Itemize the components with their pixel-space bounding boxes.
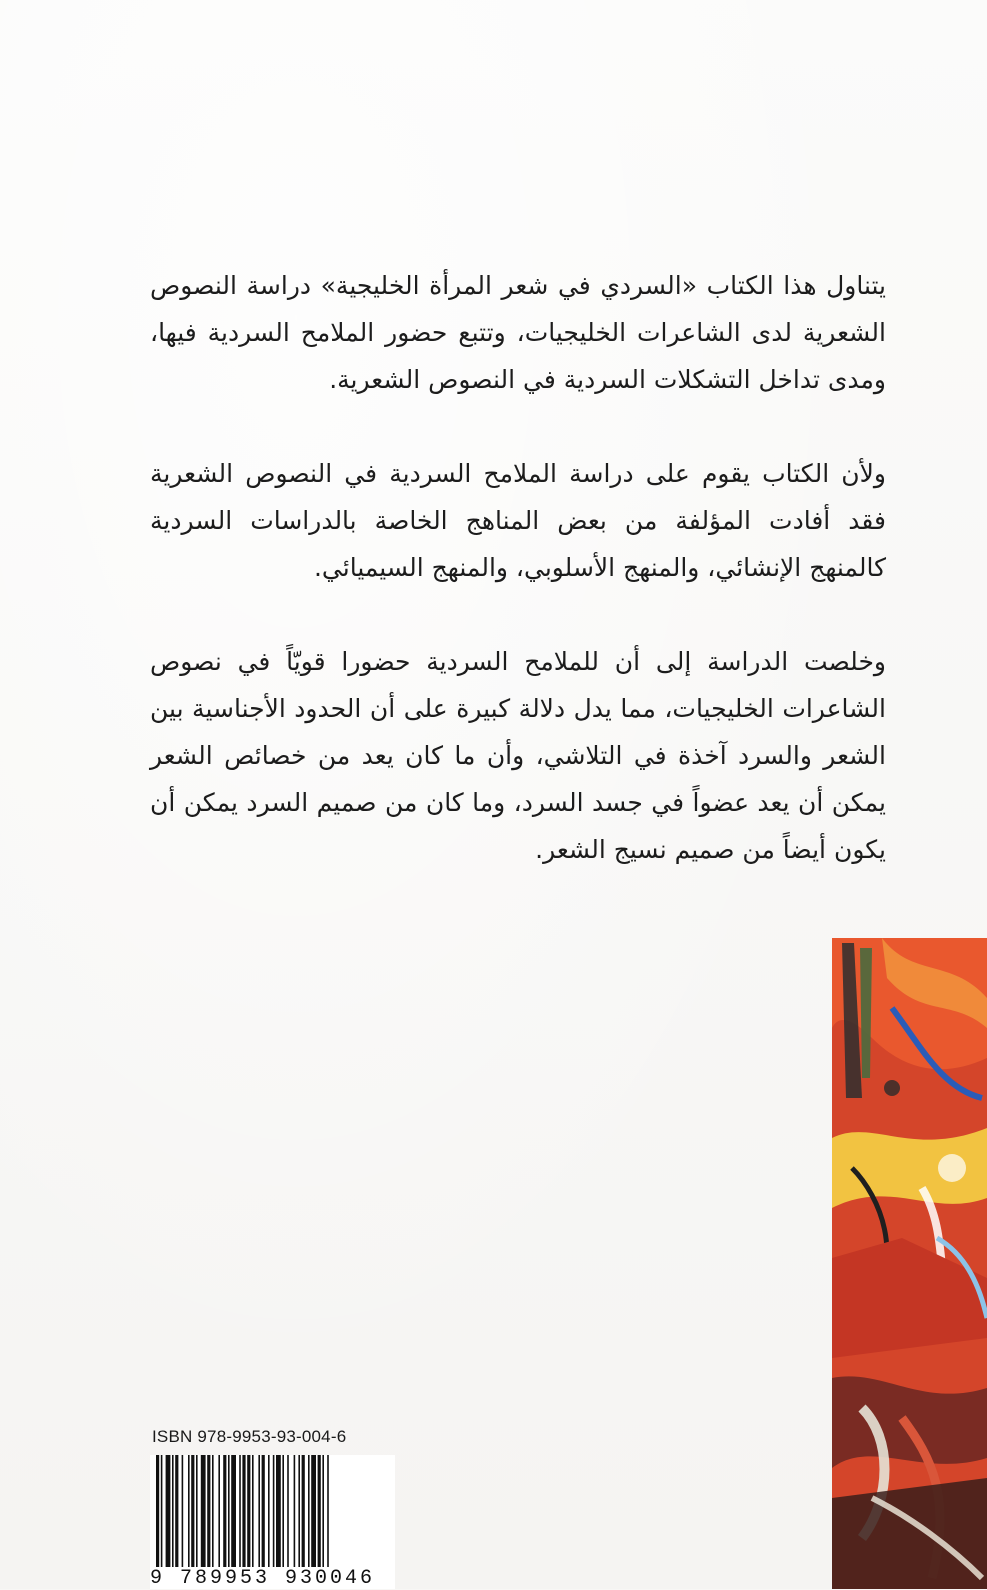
barcode-bar (268, 1455, 270, 1567)
barcode-bar (161, 1455, 163, 1567)
barcode-bar (166, 1455, 171, 1567)
barcode-bar (262, 1455, 265, 1567)
abstract-painting-image (832, 938, 987, 1589)
barcode-bar (242, 1455, 245, 1567)
barcode-bar (201, 1455, 206, 1567)
blurb-text (150, 262, 886, 920)
barcode-bar (207, 1455, 210, 1567)
barcode-bar (223, 1455, 226, 1567)
barcode-bar (258, 1455, 260, 1567)
barcode-bar (182, 1455, 184, 1567)
barcode-bar (252, 1455, 254, 1567)
barcode-bar (239, 1455, 241, 1567)
barcode-bar (212, 1455, 214, 1567)
cover-painting-strip (832, 938, 987, 1589)
barcode-bar (318, 1455, 321, 1567)
blurb-paragraph-3: وخلصت الدراسة إلى أن للملامح السردية حضورا قويّاً في نصوص الشاعرات الخليجيات، مما يدل دلالة كبيرة على أن الحدود الأجناسية بين الشعر والسرد آخذة في التلاشي، وأن ما كان يعد من خصائص الشعر يمكن أن يعد عضواً في جسد السرد، وما كان من صميم السرد يمكن أن يكون أيضاً من صميم نسيج الشعر. (150, 647, 886, 864)
barcode-bar (294, 1455, 296, 1567)
barcode-bar (322, 1455, 324, 1567)
isbn-number: ISBN 978-9953-93-004-6 (152, 1427, 347, 1446)
barcode-bar (191, 1455, 194, 1567)
barcode-bar (287, 1455, 289, 1567)
barcode-bar (327, 1455, 329, 1567)
blurb-paragraph-1: يتناول هذا الكتاب «السردي في شعر المرأة الخليجية» دراسة النصوص الشعرية لدى الشاعرات الخليجيات، وتتبع حضور الملامح السردية فيها، ومدى تداخل التشكلات السردية في النصوص الشعرية. (150, 271, 886, 394)
barcode-bar (156, 1455, 159, 1567)
barcode-bar (196, 1455, 198, 1567)
barcode-bar (298, 1455, 300, 1567)
barcode-digits: 9 789953 930046 (150, 1567, 376, 1590)
barcode-bar (247, 1455, 250, 1567)
barcode-bar (175, 1455, 178, 1567)
blurb-paragraph-2: ولأن الكتاب يقوم على دراسة الملامح السردية في النصوص الشعرية فقد أفادت المؤلفة من بعض المناهج الخاصة بالدراسات السردية كالمنهج الإنشائي، والمنهج الأسلوبي، والمنهج السيميائي. (150, 459, 886, 582)
barcode-bar (308, 1455, 310, 1567)
barcode-bar (282, 1455, 284, 1567)
barcode-bar (302, 1455, 305, 1567)
isbn-barcode-block (150, 1427, 410, 1589)
barcode-bar (188, 1455, 190, 1567)
barcode-bar (276, 1455, 281, 1567)
barcode-bar (218, 1455, 220, 1567)
barcode-bar (172, 1455, 174, 1567)
barcode-bar (273, 1455, 275, 1567)
barcode-bar (311, 1455, 316, 1567)
barcode-bar (231, 1455, 236, 1567)
barcode-bar (228, 1455, 230, 1567)
